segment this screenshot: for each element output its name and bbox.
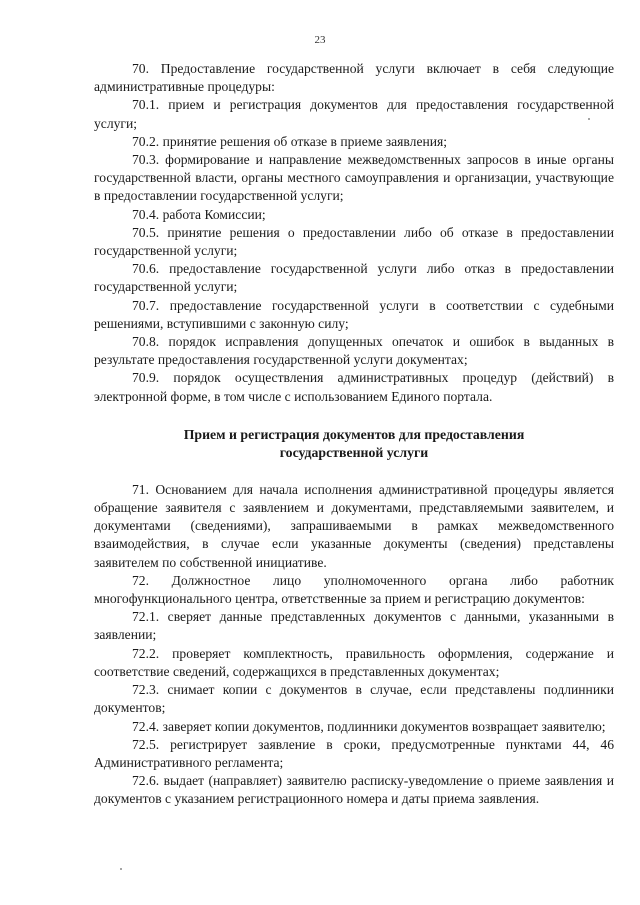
procedure-paragraph: 70.5. принятие решения о предоставлении либо об отказе в предоставлении государственной услуги; [94,224,614,259]
registration-paragraph: 72.3. снимает копии с документов в случае, если представлены подлинники документов; [94,682,614,716]
procedures-list [94,60,614,406]
registration-paragraph: 72.1. сверяет данные представленных документов с данными, указанными в заявлении; [94,609,614,643]
scan-speck [120,868,122,870]
section-heading-line-2: государственной услуги [279,445,429,461]
procedure-paragraph: 70. Предоставление государственной услуги включает в себя следующие административные процедуры: [94,61,614,95]
registration-paragraph: 72. Должностное лицо уполномоченного органа либо работник многофункционального центра, ответственные за прием и регистрацию документов: [94,572,614,607]
procedure-paragraph: 70.3. формирование и направление межведомственных запросов в иные органы государственной власти, органы местного самоуправления и организации, участвующие в предоставлении государственной услуги; [94,152,614,204]
procedure-paragraph: 70.6. предоставление государственной услуги либо отказ в предоставлении государственной услуги; [94,261,614,295]
registration-paragraph: 71. Основанием для начала исполнения административной процедуры является обращение заявителя с заявлением и документами, представляемыми заявителем, и документами (сведениями), запрашиваемыми в рамках межведомственного взаимодействия, в случае если указанные документы (сведения) представлены заявителем по собственной инициативе. [94,481,614,570]
registration-paragraph: 72.6. выдает (направляет) заявителю расписку-уведомление о приеме заявления и документов с указанием регистрационного номера и даты приема заявления. [94,773,614,807]
procedure-paragraph: 70.1. прием и регистрация документов для предоставления государственной услуги; [94,97,614,131]
procedure-paragraph: 70.7. предоставление государственной услуги в соответствии с судебными решениями, вступившими с законную силу; [94,297,614,331]
scan-speck [588,118,590,120]
section-heading-line-1: Прием и регистрация документов для предоставления [183,426,525,442]
procedure-paragraph: 70.4. работа Комиссии; [132,206,266,222]
section-heading [94,426,614,463]
procedure-paragraph: 70.8. порядок исправления допущенных опечаток и ошибок в выданных в результате предоставления государственной услуги документах; [94,334,614,368]
registration-paragraph: 72.4. заверяет копии документов, подлинники документов возвращает заявителю; [132,718,606,734]
procedure-paragraph: 70.9. порядок осуществления административных процедур (действий) в электронной форме, в том числе с использованием Единого портала. [94,370,614,404]
registration-paragraph: 72.5. регистрирует заявление в сроки, предусмотренные пунктами 44, 46 Административного регламента; [94,736,614,770]
registration-section [94,481,614,809]
registration-paragraph: 72.2. проверяет комплектность, правильность оформления, содержание и соответствие сведений, содержащихся в представленных документах; [94,645,614,679]
procedure-paragraph: 70.2. принятие решения об отказе в приеме заявления; [132,133,448,149]
page-number: 23 [314,34,326,46]
document-body [94,60,614,809]
